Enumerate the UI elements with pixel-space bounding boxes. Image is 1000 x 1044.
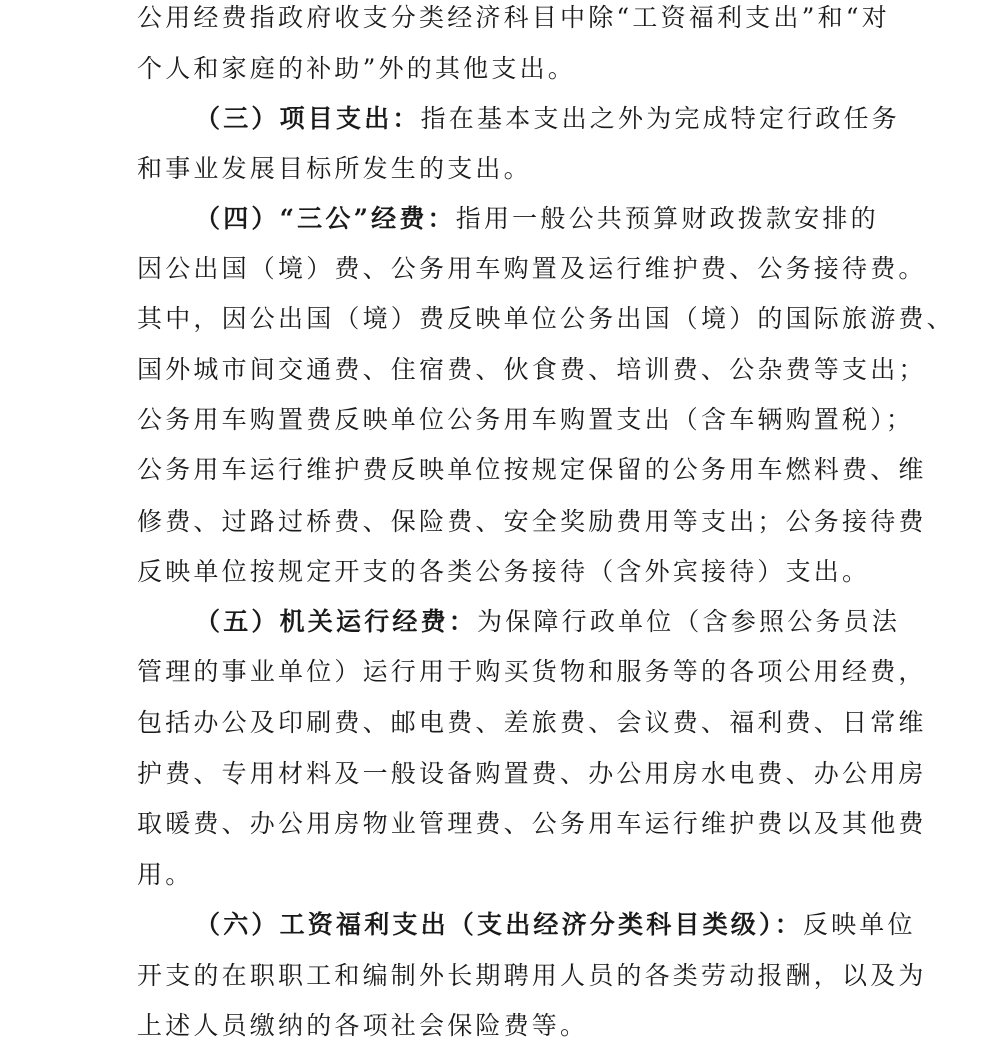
text-line: 因公出国（境）费、公务用车购置及运行维护费、公务接待费。 (137, 254, 927, 283)
text-line: 上述人员缴纳的各项社会保险费等。 (137, 1011, 589, 1040)
section-heading: （五）机关运行经费： (195, 607, 478, 636)
text-line: 护费、专用材料及一般设备购置费、办公用房水电费、办公用房 (137, 759, 927, 788)
text-line: 反映单位按规定开支的各类公务接待（含外宾接待）支出。 (137, 557, 871, 586)
paragraph-five-first-line (195, 604, 900, 640)
text-line: 包括办公及印刷费、邮电费、差旅费、会议费、福利费、日常维 (137, 708, 927, 737)
text-line: 取暖费、办公用房物业管理费、公务用车运行维护费以及其他费 (137, 809, 927, 838)
text-span: 反映单位 (802, 910, 916, 939)
text-line: 修费、过路过桥费、保险费、安全奖励费用等支出；公务接待费 (137, 507, 927, 536)
text-line: 公务用车购置费反映单位公务用车购置支出（含车辆购置税）； (137, 405, 915, 434)
text-span: 为保障行政单位（含参照公务员法 (477, 607, 901, 636)
section-heading: （三）项目支出： (195, 104, 421, 133)
text-span: 指在基本支出之外为完成特定行政任务 (420, 104, 901, 133)
text-span: 指用一般公共预算财政拨款安排的 (455, 204, 879, 233)
text-line: 和事业发展目标所发生的支出。 (137, 154, 532, 183)
section-heading: （六）工资福利支出（支出经济分类科目类级）： (195, 910, 803, 939)
section-heading: （四）“三公”经费： (195, 204, 456, 233)
text-line: 其中，因公出国（境）费反映单位公务出国（境）的国际旅游费、 (137, 304, 955, 333)
text-line: 公务用车运行维护费反映单位按规定保留的公务用车燃料费、维 (137, 455, 927, 484)
paragraph-six-first-line (195, 907, 916, 943)
text-line: 个人和家庭的补助”外的其他支出。 (137, 54, 576, 83)
text-line: 开支的在职职工和编制外长期聘用人员的各类劳动报酬，以及为 (137, 961, 927, 990)
text-line: 管理的事业单位）运行用于购买货物和服务等的各项公用经费， (137, 657, 927, 686)
text-line: 国外城市间交通费、住宿费、伙食费、培训费、公杂费等支出； (137, 355, 927, 384)
paragraph-four-first-line (195, 201, 879, 237)
text-line: 用。 (137, 860, 194, 889)
text-line: 公用经费指政府收支分类经济科目中除“工资福利支出”和“对 (137, 3, 890, 32)
paragraph-three-first-line (195, 101, 900, 137)
